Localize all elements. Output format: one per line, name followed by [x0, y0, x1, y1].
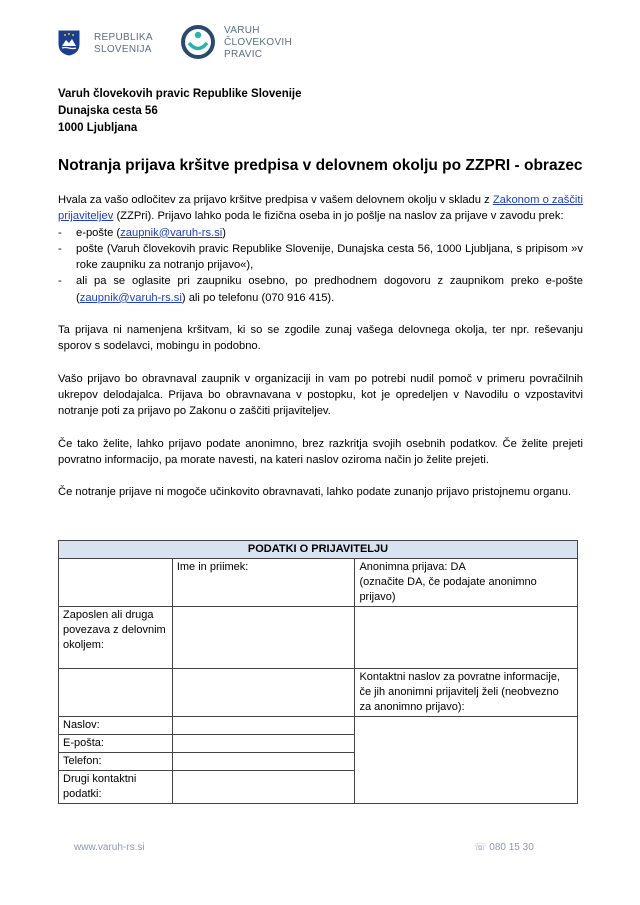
reporter-data-table [58, 540, 578, 804]
logo-vcp-line1: VARUH [224, 25, 260, 36]
paragraph-scope: Ta prijava ni namenjena kršitvam, ki so se zgodile zunaj vašega delovnega okolja, ter npr. reševanju sporov s sodelavci, mobingu in podobno. [58, 324, 583, 353]
paragraph-external: Če notranje prijave ni mogoče učinkovito obravnavati, lahko podate zunanjo prijavo pristojnemu organu. [58, 486, 572, 499]
document-body [58, 192, 583, 516]
name-field[interactable] [172, 559, 355, 607]
anonymous-label: Anonimna prijava: DA [359, 561, 466, 573]
submission-ways-list [58, 225, 583, 306]
footer-website[interactable]: www.varuh-rs.si [74, 842, 145, 853]
employee-label: Zaposlen ali druga povezava z delovnim okoljem: [59, 607, 173, 669]
email-label: E-pošta: [59, 735, 173, 753]
list-item-email [58, 225, 583, 241]
zzpri-law-link[interactable]: Zakonom o zaščiti prijaviteljev [58, 194, 583, 223]
name-label: Ime in priimek: [176, 561, 249, 573]
contact-address-label: Kontaktni naslov za povratne informacije, če jih anonimni prijavitelj želi (neobvezno za anonimno prijavo): [355, 669, 578, 717]
intro-text-after: (ZZPri). Prijavo lahko poda le fizična oseba in jo pošlje na naslov za prijave v zavodu prek: [113, 210, 564, 223]
personal-email-link[interactable]: zaupnik@varuh-rs.si [79, 291, 182, 304]
republika-slovenija-logo [58, 30, 153, 62]
logo-rs-line1: REPUBLIKA [94, 32, 153, 43]
logo-rs-line2: SLOVENIJA [94, 44, 152, 55]
address-line1: Varuh človekovih pravic Republike Slovenije [58, 88, 302, 100]
varuh-logo [180, 24, 300, 64]
intro-paragraph [58, 192, 583, 225]
email-input-cell[interactable] [172, 735, 355, 753]
intro-text-before: Hvala za vašo odločitev za prijavo kršitve predpisa v vašem delovnem okolju v skladu z [58, 194, 493, 206]
page-title: Notranja prijava kršitve predpisa v delovnem okolju po ZZPRI - obrazec [58, 157, 583, 174]
personal-prefix: ali pa se oglasite pri zaupniku osebno, po predhodnem dogovoru z zaupnikom preko e-pošte ( [76, 275, 583, 304]
phone-label: Telefon: [59, 753, 173, 771]
employee-input-cell[interactable] [172, 607, 355, 669]
paragraph-anonymous: Če tako želite, lahko prijavo podate anonimno, brez razkritja svojih osebnih podatkov. Če želite prejeti povratno informacijo, pa morate navesti, na kateri naslov oziroma način jo želite prejeti. [58, 437, 583, 466]
address-label: Naslov: [59, 717, 173, 735]
table-heading: PODATKI O PRIJAVITELJU [59, 541, 578, 559]
logo-vcp-line3: PRAVIC [224, 49, 263, 60]
address-input-cell[interactable] [172, 717, 355, 735]
varuh-emblem-icon [180, 24, 216, 60]
empty-cell [59, 669, 173, 717]
address-line2: Dunajska cesta 56 [58, 105, 158, 117]
anonymous-hint: (označite DA, če podajate anonimno prijavo) [359, 576, 537, 603]
email-prefix: e-pošte ( [76, 226, 121, 239]
personal-suffix: ) ali po telefonu (070 916 415). [181, 291, 335, 304]
list-item-post: - pošte (Varuh človekovih pravic Republike Slovenije, Dunajska cesta 56, 1000 Ljubljana, s pripisom »v roke zaupniku za notranjo prijavo«), [58, 241, 583, 274]
logo-vcp-line2: ČLOVEKOVIH [224, 37, 293, 48]
paragraph-handling: Vašo prijavo bo obravnaval zaupnik v organizaciji in vam po potrebi nudil pomoč v primeru povračilnih ukrepov delodajalca. Prijava bo obravnavana v postopku, kot je opredeljen v Navodilu o vzpostavitvi notranje poti za prijavo po Zakonu o zaščiti prijaviteljev. [58, 372, 583, 418]
empty-cell [355, 607, 578, 669]
list-item-personal [58, 273, 583, 306]
address-line3: 1000 Ljubljana [58, 122, 138, 134]
other-contact-label: Drugi kontaktni podatki: [59, 771, 173, 804]
empty-cell [172, 669, 355, 717]
email-suffix: ) [222, 226, 227, 239]
phone-input-cell[interactable] [172, 753, 355, 771]
contact-input-cell[interactable] [355, 717, 578, 804]
anonymous-field[interactable] [355, 559, 578, 607]
other-contact-input-cell[interactable] [172, 771, 355, 804]
footer-phone: ☏ 080 15 30 [474, 842, 534, 853]
recipient-address [58, 86, 302, 137]
empty-cell [59, 559, 173, 607]
slovenia-coat-of-arms-icon [58, 30, 80, 56]
email-link[interactable]: zaupnik@varuh-rs.si [120, 226, 223, 239]
